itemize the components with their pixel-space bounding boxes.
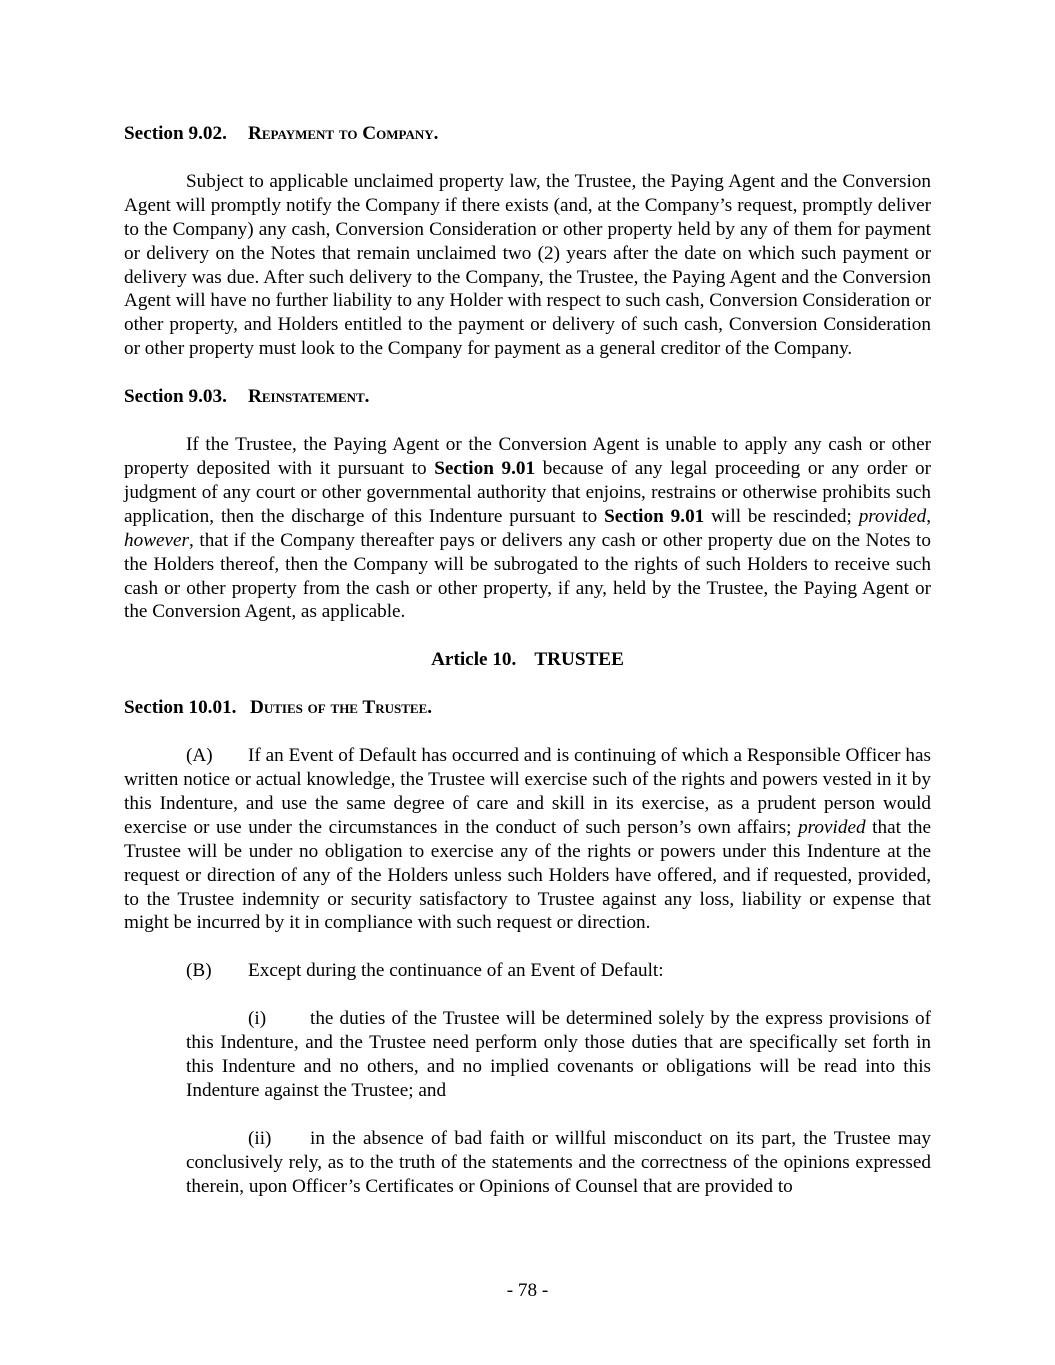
body-text: , that if the Company thereafter pays or delivers any cash or other property due on the Notes to the Holders thereof, then the Company will be subrogated to the rights of such Holders to receive such cash or other property from the cash or other property, if any, held by the Trustee, the Paying Agent or the Conversion Agent, as applicable. xyxy=(124,529,931,623)
section-title: Reinstatement. xyxy=(248,386,370,408)
clause-a xyxy=(124,744,931,935)
section-number: Section 9.02. xyxy=(124,123,227,144)
cross-reference: Section 9.01 xyxy=(604,505,705,527)
body-text: If the Trustee, the Paying Agent or the Conversion Agent is unable to apply any cash or other property deposited with it pursuant to xyxy=(124,434,931,479)
body-text: that the Trustee will be under no obligation to exercise any of the rights or powers under this Indenture at the request or direction of any of the Holders unless such Holders have offered, and if requested, provided, to the Trustee indemnity or security satisfactory to Trustee against any loss, liability or expense that might be incurred by it in compliance with such request or direction. xyxy=(124,816,932,934)
section-9-03-body xyxy=(124,433,931,624)
clause-label: (i) xyxy=(248,1008,267,1030)
section-number: Section 9.03. xyxy=(124,386,227,408)
italic-term: provided xyxy=(798,816,866,838)
body-text: will be rescinded; xyxy=(704,505,859,527)
section-9-02-heading xyxy=(124,122,931,146)
section-number: Section 10.01. xyxy=(124,697,237,719)
clause-b-i xyxy=(186,1007,931,1103)
section-title: Duties of the Trustee. xyxy=(250,697,433,719)
page-number: - 78 - xyxy=(506,1280,549,1301)
clause-label: (A) xyxy=(186,745,213,767)
article-10-heading xyxy=(124,648,931,672)
section-title: Repayment to Company. xyxy=(248,123,439,144)
article-title: TRUSTEE xyxy=(534,649,624,671)
italic-term: provided xyxy=(858,505,927,527)
body-text: in the absence of bad faith or willful misconduct on its part, the Trustee may conclusively rely, as to the truth of the statements and the correctness of the opinions expressed therein, upon Officer’s Certificates or Opinions of Counsel that are provided to xyxy=(186,1127,931,1197)
document-page xyxy=(124,122,931,1199)
italic-term: however xyxy=(124,529,190,551)
clause-b xyxy=(124,959,931,983)
body-text: Except during the continuance of an Event of Default: xyxy=(248,960,664,982)
cross-reference: Section 9.01 xyxy=(434,457,536,479)
body-text: If an Event of Default has occurred and is continuing of which a Responsible Officer has written notice or actual knowledge, the Trustee will exercise such of the rights and powers vested in it by this Indenture, and use the same degree of care and skill in its exercise, as a prudent person would exercise or use under the circumstances in the conduct of such person’s own affairs; xyxy=(124,745,931,838)
body-text: the duties of the Trustee will be determined solely by the express provisions of this Indenture, and the Trustee need perform only those duties that are specifically set forth in this Indenture and no others, and no implied covenants or obligations will be read into this Indenture against the Trustee; and xyxy=(186,1008,931,1101)
section-9-02-body: Subject to applicable unclaimed property law, the Trustee, the Paying Agent and the Conversion Agent will promptly notify the Company if there exists (and, at the Company’s request, promptly deliver to the Company) any cash, Conversion Consideration or other property held by any of them for payment or delivery on the Notes that remain unclaimed two (2) years after the date on which such payment or delivery was due. After such delivery to the Company, the Trustee, the Paying Agent and the Conversion Agent will have no further liability to any Holder with respect to such cash, Conversion Consideration or other property, and Holders entitled to the payment or delivery of such cash, Conversion Consideration or other property must look to the Company for payment as a general creditor of the Company. xyxy=(124,170,931,360)
section-10-01-heading xyxy=(124,696,931,720)
section-9-03-heading xyxy=(124,385,931,409)
body-text: , xyxy=(926,505,931,527)
article-number: Article 10. xyxy=(431,649,517,671)
clause-label: (B) xyxy=(186,960,212,982)
clause-b-ii xyxy=(186,1127,931,1199)
clause-label: (ii) xyxy=(248,1127,272,1149)
body-text: because of any legal proceeding or any order or judgment of any court or other governmental authority that enjoins, restrains or otherwise prohibits such application, then the discharge of this Indenture pursuant to xyxy=(124,457,931,527)
